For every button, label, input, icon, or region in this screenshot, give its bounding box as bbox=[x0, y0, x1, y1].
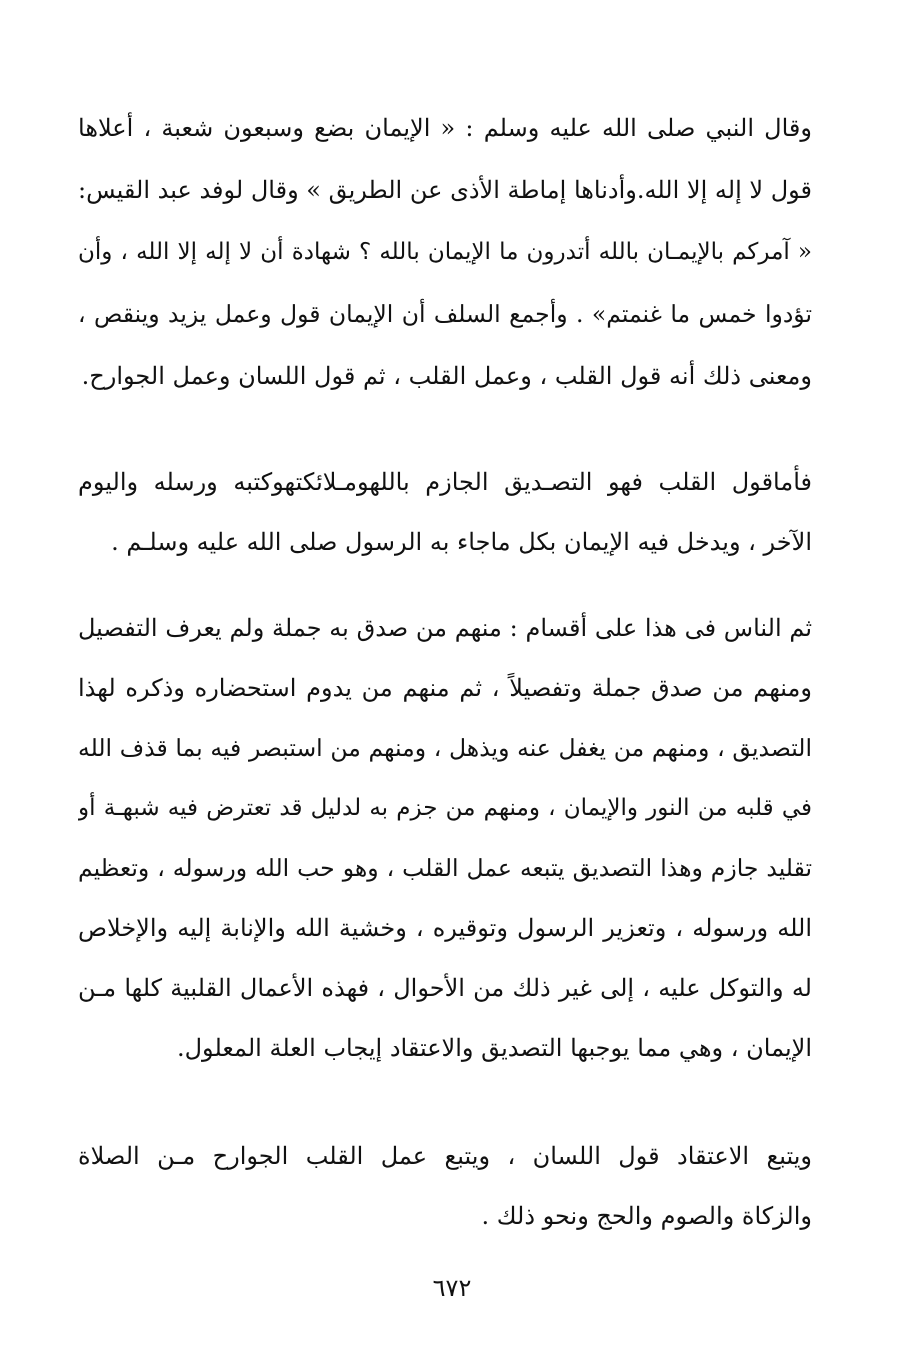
text-line: في قلبه من النور والإيمان ، ومنهم من جزم به لدليل قد تعترض فيه شبهـة أو bbox=[78, 795, 812, 821]
text-line: تؤدوا خمس ما غنمتم» . وأجمع السلف أن الإيمان قول وعمل يزيد وينقص ، bbox=[78, 300, 812, 328]
text-line: الإيمان ، وهي مما يوجبها التصديق والاعتقاد إيجاب العلة المعلول. bbox=[176, 1034, 812, 1062]
text-line: له والتوكل عليه ، إلى غير ذلك من الأحوال ، فهذه الأعمال القلبية كلها مـن bbox=[78, 974, 812, 1002]
text-line: « آمركم بالإيمـان بالله أتدرون ما الإيمان بالله ؟ شهادة أن لا إله إلا الله ، وأن bbox=[78, 239, 812, 265]
text-line: والزكاة والصوم والحج ونحو ذلك . bbox=[481, 1202, 812, 1230]
text-line: ومنهم من صدق جملة وتفصيلاً ، ثم منهم من يدوم استحضاره وذكره لهذا bbox=[78, 674, 812, 702]
text-line: التصديق ، ومنهم من يغفل عنه ويذهل ، ومنهم من استبصر فيه بما قذف الله bbox=[78, 734, 812, 762]
text-line: ويتبع الاعتقاد قول اللسان ، ويتبع عمل القلب الجوارح مـن الصلاة bbox=[78, 1142, 812, 1170]
page-number: ٦٧٢ bbox=[432, 1274, 472, 1302]
text-line: تقليد جازم وهذا التصديق يتبعه عمل القلب ، وهو حب الله ورسوله ، وتعظيم bbox=[78, 854, 812, 882]
text-line: ثم الناس فى هذا على أقسام : منهم من صدق به جملة ولم يعرف التفصيل bbox=[78, 614, 812, 642]
text-line: الآخر ، ويدخل فيه الإيمان بكل ماجاء به الرسول صلى الله عليه وسلـم . bbox=[111, 528, 812, 556]
text-line: وقال النبي صلى الله عليه وسلم : « الإيمان بضع وسبعون شعبة ، أعلاها bbox=[78, 114, 812, 142]
text-line: فأماقول القلب فهو التصـديق الجازم باللهومـلائكتهوكتبه ورسله واليوم bbox=[78, 468, 812, 496]
text-line: الله ورسوله ، وتعزير الرسول وتوقيره ، وخشية الله والإنابة إليه والإخلاص bbox=[78, 914, 812, 942]
text-line: قول لا إله إلا الله.وأدناها إماطة الأذى عن الطريق » وقال لوفد عبد القيس: bbox=[78, 176, 812, 204]
text-line: ومعنى ذلك أنه قول القلب ، وعمل القلب ، ثم قول اللسان وعمل الجوارح. bbox=[81, 362, 812, 390]
